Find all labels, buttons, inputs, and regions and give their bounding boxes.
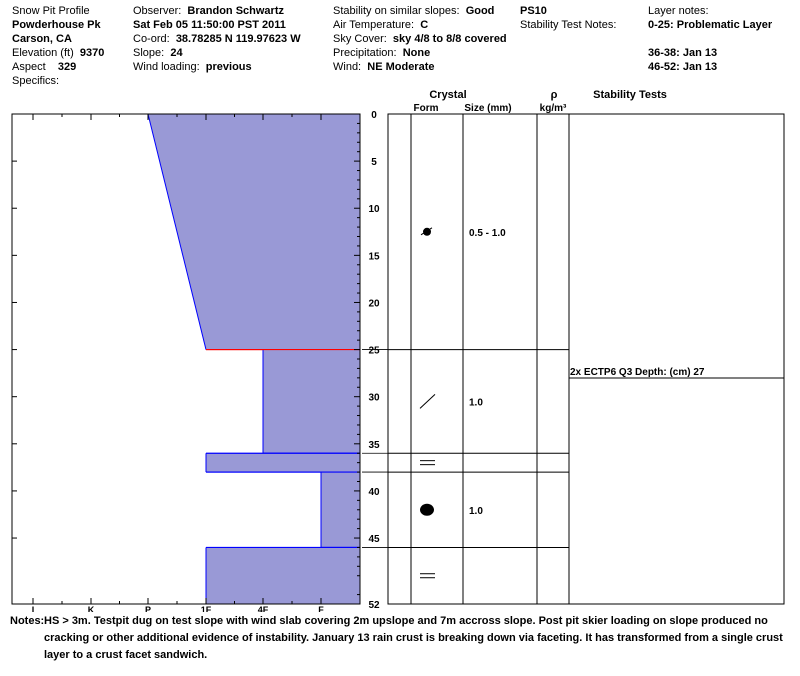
- crystal-header: Crystal: [429, 89, 467, 101]
- hardness-label-2: P: [144, 605, 152, 612]
- observer-value: Brandon Schwartz: [187, 5, 284, 17]
- sky-value: sky 4/8 to 8/8 covered: [392, 33, 507, 45]
- notes: [10, 613, 785, 664]
- wind-loading-value: previous: [205, 61, 252, 73]
- wind-value: NE Moderate: [367, 61, 435, 73]
- coord-label: Co-ord:: [133, 33, 170, 45]
- pit-id: PS10: [520, 5, 547, 17]
- layer-note-1: 0-25: Problematic Layer: [648, 19, 773, 31]
- airtemp-value: C: [420, 19, 429, 31]
- coord-value: 38.78285 N 119.97623 W: [175, 33, 301, 45]
- crystal-symbol-large-3: [420, 504, 434, 516]
- depth-label-10: 52: [368, 600, 380, 611]
- layer-notes-label: Layer notes:: [648, 5, 709, 17]
- slope-value: 24: [170, 47, 183, 59]
- layer-fill-3: [321, 472, 360, 547]
- stability-value: Good: [465, 5, 495, 17]
- elevation-label: Elevation (ft): [12, 47, 74, 59]
- crystal-symbol-slash-1: [420, 394, 435, 408]
- layer-fill-4: [206, 547, 360, 604]
- depth-label-5: 25: [368, 345, 380, 357]
- depth-label-3: 15: [368, 251, 380, 263]
- depth-label-0: 0: [371, 110, 377, 121]
- wind-label: Wind:: [333, 61, 362, 73]
- depth-label-4: 20: [368, 298, 380, 310]
- crystal-column: [362, 228, 569, 578]
- hardness-profile: [148, 114, 360, 604]
- crystal-size-1: 1.0: [469, 397, 483, 409]
- stability-test-notes-label: Stability Test Notes:: [520, 19, 617, 31]
- layer-fill-0: [148, 114, 360, 350]
- size-header: Size (mm): [464, 103, 512, 114]
- observation-datetime: Sat Feb 05 11:50:00 PST 2011: [133, 19, 286, 31]
- precip-value: None: [402, 47, 431, 59]
- layer-fill-2: [206, 453, 360, 472]
- stability-tests-header: Stability Tests: [593, 89, 667, 101]
- depth-label-9: 45: [368, 534, 380, 546]
- slope-label: Slope:: [133, 47, 165, 59]
- crystal-size-0: 0.5 - 1.0: [469, 227, 506, 239]
- profile-title: Snow Pit Profile: [12, 5, 90, 17]
- aspect-label: Aspect: [12, 61, 46, 73]
- chart-frame: [12, 114, 784, 604]
- layer-fill-1: [263, 350, 360, 454]
- table-frame: [388, 114, 784, 604]
- hardness-label-5: F: [318, 605, 324, 612]
- hardness-label-3: 1F: [200, 605, 212, 612]
- region: Carson, CA: [12, 33, 72, 45]
- stability-label: Stability on similar slopes:: [333, 5, 460, 17]
- stability-test-label: 2x ECTP6 Q3 Depth: (cm) 27: [570, 367, 705, 378]
- depth-label-1: 5: [371, 157, 377, 169]
- form-header: Form: [413, 103, 439, 114]
- aspect-value: 329: [57, 61, 77, 73]
- hardness-label-4: 4F: [257, 605, 269, 612]
- notes-text: HS > 3m. Testpit dug on test slope with wind slab covering 2m upslope and 7m accross slope. Post pit skier loading on slope produced no cracking or other additional evidence of instability. January 13 rain crust is breaking down via faceting. It has transformed from a single crust layer to a crust facet sandwich.: [44, 615, 783, 661]
- layer-note-2: 36-38: Jan 13: [648, 47, 718, 59]
- sky-label: Sky Cover:: [333, 33, 387, 45]
- precip-label: Precipitation:: [333, 47, 397, 59]
- wind-loading-label: Wind loading:: [133, 61, 200, 73]
- table-headers: [414, 89, 667, 114]
- notes-label: Notes:: [10, 615, 45, 627]
- specifics-label: Specifics:: [12, 75, 60, 87]
- rho-header: ρ: [550, 89, 558, 101]
- airtemp-label: Air Temperature:: [333, 19, 415, 31]
- location: Powderhouse Pk: [12, 19, 101, 31]
- rho-unit: kg/m³: [539, 103, 567, 114]
- elevation-value: 9370: [79, 47, 105, 59]
- hardness-label-1: K: [87, 605, 95, 612]
- stability-column: [569, 367, 784, 378]
- depth-label-8: 40: [368, 486, 380, 498]
- crystal-size-3: 1.0: [469, 505, 483, 517]
- layer-note-3: 46-52: Jan 13: [648, 61, 718, 73]
- hardness-label-0: I: [31, 605, 35, 612]
- observer-label: Observer:: [133, 5, 182, 17]
- depth-label-2: 10: [368, 204, 380, 216]
- depth-label-7: 35: [368, 439, 380, 451]
- depth-label-6: 30: [368, 392, 380, 404]
